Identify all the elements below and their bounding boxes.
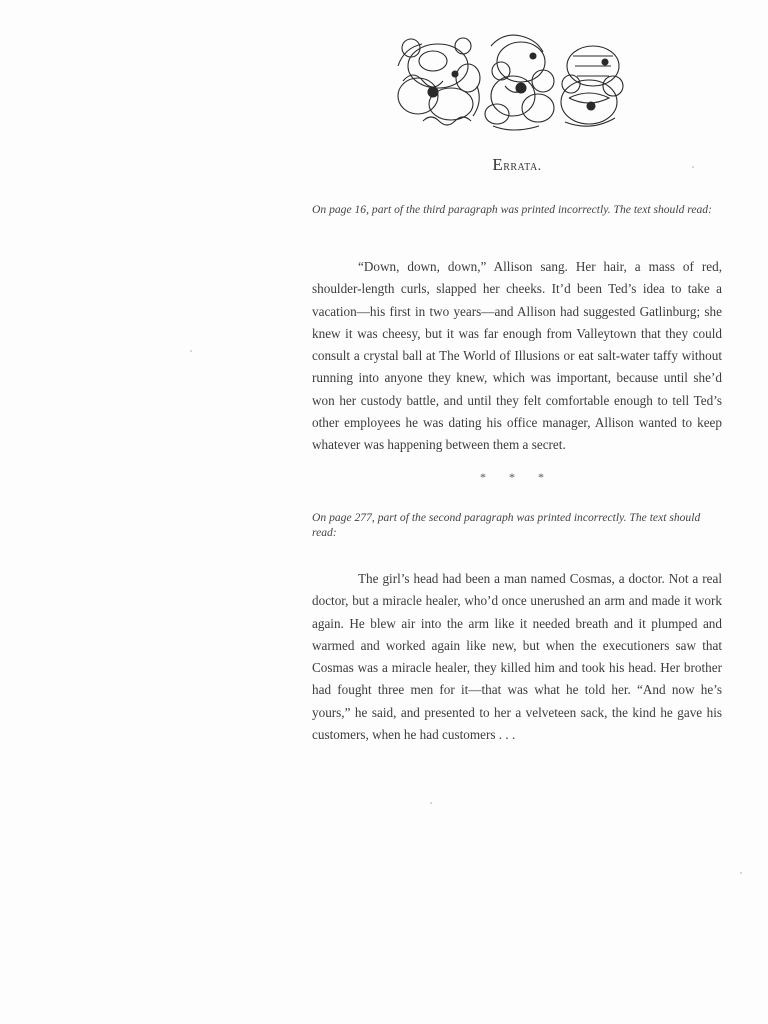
title-rest: rrata. xyxy=(503,159,542,174)
scan-speck xyxy=(692,166,694,168)
scan-speck xyxy=(740,872,742,874)
section-divider: * * * xyxy=(480,470,554,484)
decorative-ornament-illustration xyxy=(393,26,633,136)
erratum-text-1: “Down, down, down,” Allison sang. Her hair, a mass of red, shoulder-length curls, slapped her cheeks. It’d been Ted’s idea to take a vacation—his first in two years—and Allison had suggested Gatlinburg; she knew it was cheesy, but it was far enough from Valleytown that they could consult a crystal ball at The World of Illusions or eat salt-water taffy without running into anyone they knew, which was important, because until she’d won her custody battle, and until they felt comfortable enough to tell Ted’s other employees he was dating his office manager, Allison wanted to keep whatever was happening between them a secret. xyxy=(312,259,722,453)
scan-speck xyxy=(190,350,192,352)
title-initial: E xyxy=(492,155,504,174)
scan-speck xyxy=(430,802,432,804)
erratum-text-2: The girl’s head had been a man named Cosmas, a doctor. Not a real doctor, but a miracle healer, who’d once unerushed an arm and made it work again. He blew air into the arm like it needed breath and it plumped and warmed and worked again like new, but when the executioners saw that Cosmas was a miracle healer, they killed him and took his head. Her brother had fought three men for it—that was what he told her. “And now he’s yours,” he said, and presented to her a velveteen sack, the kind he gave his customers, when he had customers . . . xyxy=(312,571,722,743)
erratum-note-1: On page 16, part of the third paragraph was printed incorrectly. The text should read: xyxy=(312,203,712,216)
erratum-note-2: On page 277, part of the second paragraph was printed incorrectly. The text should read: xyxy=(312,511,701,539)
page-title xyxy=(312,155,722,175)
